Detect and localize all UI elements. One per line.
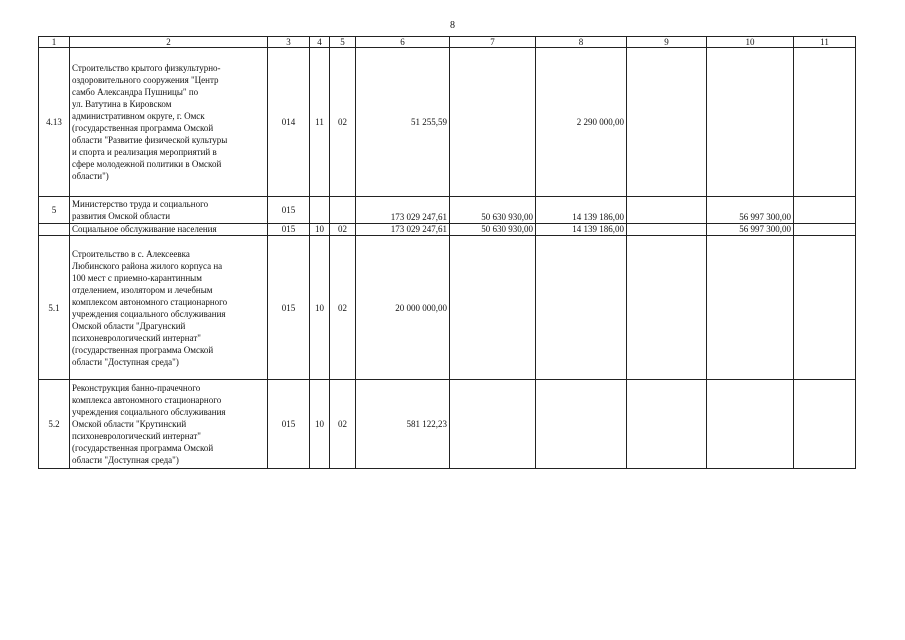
row-name: Реконструкция банно-прачечного комплекса автономного стационарного учреждения социального обслуживания Омской области "Крутинский психоневрологический интернат" (государственная программа Омской области "Доступная среда") xyxy=(70,380,268,469)
column-header: 3 xyxy=(268,37,310,48)
cell-amount-6: 581 122,23 xyxy=(356,380,450,469)
cell-amount-10 xyxy=(707,236,794,380)
column-header: 9 xyxy=(627,37,707,48)
column-header: 5 xyxy=(330,37,356,48)
cell-amount-9 xyxy=(627,236,707,380)
page-number: 8 xyxy=(450,20,455,31)
cell-amount-11 xyxy=(794,380,856,469)
budget-table xyxy=(38,36,856,469)
table-row xyxy=(39,380,856,469)
column-header: 11 xyxy=(794,37,856,48)
cell-amount-11 xyxy=(794,236,856,380)
cell-amount-9 xyxy=(627,224,707,236)
cell-amount-11 xyxy=(794,197,856,224)
row-number xyxy=(39,224,70,236)
cell-amount-7 xyxy=(450,236,536,380)
cell-amount-7 xyxy=(450,48,536,197)
table-row xyxy=(39,236,856,380)
cell-amount-6: 173 029 247,61 xyxy=(356,197,450,224)
cell-amount-7: 50 630 930,00 xyxy=(450,224,536,236)
cell-subsection-code: 02 xyxy=(330,48,356,197)
cell-section-code: 10 xyxy=(310,224,330,236)
row-number: 5.1 xyxy=(39,236,70,380)
cell-ministry-code: 014 xyxy=(268,48,310,197)
cell-amount-8: 14 139 186,00 xyxy=(536,197,627,224)
cell-section-code: 11 xyxy=(310,48,330,197)
cell-amount-8 xyxy=(536,380,627,469)
cell-ministry-code: 015 xyxy=(268,236,310,380)
row-name: Министерство труда и социального развития Омской области xyxy=(70,197,268,224)
cell-amount-8: 2 290 000,00 xyxy=(536,48,627,197)
cell-amount-10: 56 997 300,00 xyxy=(707,224,794,236)
cell-subsection-code: 02 xyxy=(330,224,356,236)
table-row xyxy=(39,197,856,224)
cell-amount-9 xyxy=(627,380,707,469)
column-header: 7 xyxy=(450,37,536,48)
cell-amount-10: 56 997 300,00 xyxy=(707,197,794,224)
column-header: 6 xyxy=(356,37,450,48)
cell-amount-6: 51 255,59 xyxy=(356,48,450,197)
table-row xyxy=(39,48,856,197)
column-header: 8 xyxy=(536,37,627,48)
cell-ministry-code: 015 xyxy=(268,197,310,224)
cell-amount-10 xyxy=(707,380,794,469)
column-header: 4 xyxy=(310,37,330,48)
cell-section-code: 10 xyxy=(310,380,330,469)
cell-section-code xyxy=(310,197,330,224)
cell-amount-11 xyxy=(794,224,856,236)
cell-subsection-code: 02 xyxy=(330,236,356,380)
cell-subsection-code: 02 xyxy=(330,380,356,469)
cell-amount-9 xyxy=(627,48,707,197)
row-name: Социальное обслуживание населения xyxy=(70,224,268,236)
row-number: 5 xyxy=(39,197,70,224)
row-name: Строительство крытого физкультурно- оздоровительного сооружения "Центр самбо Александра Пушницы" по ул. Ватутина в Кировском административном округе, г. Омск (государственная программа Омской области "Развитие физической культуры и спорта и реализация мероприятий в сфере молодежной политики в Омской области") xyxy=(70,48,268,197)
cell-ministry-code: 015 xyxy=(268,224,310,236)
cell-section-code: 10 xyxy=(310,236,330,380)
column-header: 10 xyxy=(707,37,794,48)
cell-subsection-code xyxy=(330,197,356,224)
cell-ministry-code: 015 xyxy=(268,380,310,469)
cell-amount-7: 50 630 930,00 xyxy=(450,197,536,224)
cell-amount-6: 173 029 247,61 xyxy=(356,224,450,236)
cell-amount-6: 20 000 000,00 xyxy=(356,236,450,380)
table-row xyxy=(39,224,856,236)
row-number: 5.2 xyxy=(39,380,70,469)
cell-amount-8 xyxy=(536,236,627,380)
row-name: Строительство в с. Алексеевка Любинского района жилого корпуса на 100 мест с приемно-карантинным отделением, изолятором и лечебным комплексом автономного стационарного учреждения социального обслуживания Омской области "Драгунский психоневрологический интернат" (государственная программа Омской области "Доступная среда") xyxy=(70,236,268,380)
cell-amount-8: 14 139 186,00 xyxy=(536,224,627,236)
cell-amount-11 xyxy=(794,48,856,197)
cell-amount-7 xyxy=(450,380,536,469)
cell-amount-9 xyxy=(627,197,707,224)
row-number: 4.13 xyxy=(39,48,70,197)
table-header-row xyxy=(39,37,856,48)
column-header: 2 xyxy=(70,37,268,48)
cell-amount-10 xyxy=(707,48,794,197)
column-header: 1 xyxy=(39,37,70,48)
